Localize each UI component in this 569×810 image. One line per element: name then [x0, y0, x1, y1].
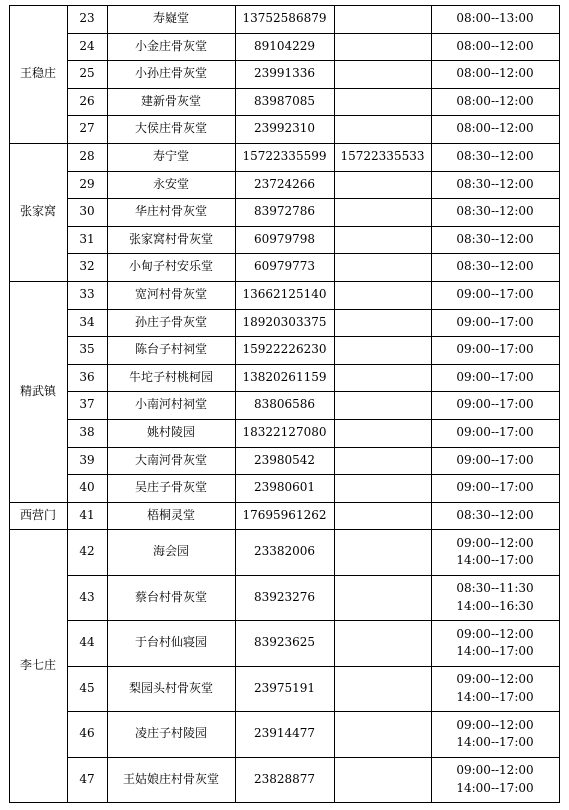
- hall-name: [107, 226, 235, 254]
- hall-name-text: 陈台子村祠堂: [134, 342, 207, 357]
- opening-hours: [431, 757, 559, 803]
- opening-hours: [431, 711, 559, 757]
- opening-hours-text: 09:00--17:00: [456, 342, 534, 357]
- opening-hours-text: 08:00--12:00: [456, 38, 534, 53]
- phone-secondary: [334, 253, 431, 281]
- hall-name-text: 姚村陵园: [146, 425, 195, 440]
- row-number: [67, 309, 107, 337]
- row-number-text: 39: [79, 452, 95, 467]
- opening-hours-text: 09:00--12:00: [456, 763, 534, 778]
- opening-hours-text: 14:00--17:00: [456, 735, 534, 750]
- opening-hours-text: 09:00--12:00: [456, 717, 534, 732]
- phone-primary: [235, 447, 334, 475]
- row-number: [67, 419, 107, 447]
- row-rule: [67, 575, 560, 576]
- opening-hours: [431, 364, 559, 392]
- row-number-text: 28: [79, 149, 95, 164]
- opening-hours: [431, 88, 559, 116]
- hall-name: [107, 5, 235, 33]
- hall-name-text: 牛坨子村桃柯园: [128, 369, 213, 384]
- opening-hours: [431, 5, 559, 33]
- phone-primary-text: 83987085: [253, 93, 316, 108]
- row-number-text: 47: [79, 771, 95, 786]
- row-number-text: 43: [79, 589, 95, 604]
- row-rule: [9, 143, 560, 144]
- hall-name-text: 吴庄子骨灰堂: [134, 480, 207, 495]
- opening-hours-text: 08:00--12:00: [456, 93, 534, 108]
- opening-hours: [431, 419, 559, 447]
- row-number: [67, 447, 107, 475]
- hall-name: [107, 419, 235, 447]
- hall-name: [107, 575, 235, 621]
- phone-secondary: [334, 474, 431, 502]
- row-number-text: 34: [79, 314, 95, 329]
- town-name-text: 精武镇: [19, 383, 56, 398]
- phone-secondary: [334, 711, 431, 757]
- row-rule: [67, 711, 560, 712]
- phone-primary-text: 17695961262: [242, 507, 327, 522]
- row-number-text: 42: [79, 544, 95, 559]
- hall-name-text: 小南河村祠堂: [134, 397, 207, 412]
- hall-name: [107, 364, 235, 392]
- phone-primary-text: 18322127080: [242, 425, 327, 440]
- phone-primary: [235, 88, 334, 116]
- phone-primary: [235, 502, 334, 530]
- phone-primary: [235, 198, 334, 226]
- phone-secondary: [334, 143, 431, 171]
- phone-primary-text: 89104229: [253, 38, 316, 53]
- phone-secondary: [334, 60, 431, 88]
- opening-hours: [431, 309, 559, 337]
- row-number-text: 23: [79, 11, 95, 26]
- row-number: [67, 115, 107, 143]
- row-number: [67, 60, 107, 88]
- phone-primary-text: 23975191: [253, 680, 316, 695]
- town-name: [9, 143, 67, 281]
- row-number: [67, 711, 107, 757]
- row-number-text: 37: [79, 397, 95, 412]
- row-rule: [67, 60, 560, 61]
- row-rule: [67, 364, 560, 365]
- row-rule: [67, 447, 560, 448]
- opening-hours-text: 09:00--17:00: [456, 314, 534, 329]
- hall-name-text: 华庄村骨灰堂: [134, 204, 207, 219]
- phone-primary-text: 23980542: [253, 452, 316, 467]
- row-number: [67, 757, 107, 803]
- row-number: [67, 575, 107, 621]
- phone-primary-text: 23992310: [253, 121, 316, 136]
- row-number: [67, 391, 107, 419]
- hall-name-text: 梧桐灵堂: [146, 507, 195, 522]
- opening-hours: [431, 391, 559, 419]
- phone-primary: [235, 309, 334, 337]
- phone-secondary: [334, 5, 431, 33]
- row-number-text: 26: [79, 93, 95, 108]
- phone-primary-text: 13662125140: [242, 287, 327, 302]
- column-rule: [431, 5, 432, 802]
- row-number-text: 29: [79, 176, 95, 191]
- opening-hours-text: 08:00--13:00: [456, 11, 534, 26]
- opening-hours: [431, 115, 559, 143]
- hall-name: [107, 474, 235, 502]
- row-number-text: 46: [79, 726, 95, 741]
- phone-secondary: [334, 33, 431, 61]
- row-number-text: 30: [79, 204, 95, 219]
- hall-name: [107, 198, 235, 226]
- hall-name: [107, 115, 235, 143]
- phone-primary: [235, 364, 334, 392]
- hall-name-text: 永安堂: [152, 176, 189, 191]
- column-rule: [9, 5, 10, 802]
- phone-secondary-text: 15722335533: [340, 149, 425, 164]
- phone-secondary: [334, 88, 431, 116]
- opening-hours-text: 14:00--17:00: [456, 689, 534, 704]
- opening-hours: [431, 336, 559, 364]
- phone-primary: [235, 336, 334, 364]
- hall-name: [107, 666, 235, 712]
- phone-secondary: [334, 666, 431, 712]
- opening-hours-text: 08:30--12:00: [456, 507, 534, 522]
- opening-hours-text: 08:00--12:00: [456, 121, 534, 136]
- row-number: [67, 502, 107, 530]
- opening-hours-text: 08:30--12:00: [456, 259, 534, 274]
- hall-name-text: 大南河骨灰堂: [134, 452, 207, 467]
- opening-hours: [431, 447, 559, 475]
- hall-name: [107, 620, 235, 666]
- row-number: [67, 88, 107, 116]
- opening-hours-text: 08:30--11:30: [456, 581, 534, 596]
- phone-secondary: [334, 620, 431, 666]
- phone-primary-text: 13820261159: [242, 369, 327, 384]
- hall-name: [107, 281, 235, 309]
- opening-hours-text: 14:00--17:00: [456, 644, 534, 659]
- phone-secondary: [334, 171, 431, 199]
- row-rule: [9, 5, 560, 6]
- opening-hours-text: 09:00--17:00: [456, 369, 534, 384]
- hall-name-text: 张家窝村骨灰堂: [128, 231, 213, 246]
- opening-hours-text: 09:00--12:00: [456, 626, 534, 641]
- hall-name-text: 凌庄子村陵园: [134, 726, 207, 741]
- row-rule: [67, 309, 560, 310]
- hall-name-text: 小孙庄骨灰堂: [134, 66, 207, 81]
- phone-primary-text: 18920303375: [242, 314, 327, 329]
- phone-primary: [235, 143, 334, 171]
- phone-secondary: [334, 391, 431, 419]
- row-number: [67, 529, 107, 575]
- row-rule: [67, 88, 560, 89]
- row-number: [67, 336, 107, 364]
- row-rule: [9, 281, 560, 282]
- opening-hours-text: 08:30--12:00: [456, 204, 534, 219]
- row-rule: [67, 253, 560, 254]
- phone-primary: [235, 529, 334, 575]
- phone-primary: [235, 666, 334, 712]
- opening-hours-text: 14:00--17:00: [456, 553, 534, 568]
- hall-name: [107, 711, 235, 757]
- column-rule: [334, 5, 335, 802]
- phone-secondary: [334, 419, 431, 447]
- hall-name: [107, 529, 235, 575]
- opening-hours: [431, 253, 559, 281]
- phone-primary-text: 15922226230: [242, 342, 327, 357]
- opening-hours: [431, 474, 559, 502]
- row-rule: [67, 666, 560, 667]
- row-rule: [67, 33, 560, 34]
- hall-name-text: 寿嶷堂: [152, 11, 189, 26]
- hall-name-text: 于台村仙寝园: [134, 635, 207, 650]
- phone-primary: [235, 253, 334, 281]
- opening-hours-text: 08:00--12:00: [456, 66, 534, 81]
- row-number-text: 35: [79, 342, 95, 357]
- row-number-text: 41: [79, 507, 95, 522]
- row-number-text: 32: [79, 259, 95, 274]
- phone-primary-text: 23724266: [253, 176, 316, 191]
- phone-primary: [235, 60, 334, 88]
- opening-hours: [431, 171, 559, 199]
- opening-hours-text: 09:00--17:00: [456, 397, 534, 412]
- town-name-text: 张家窝: [19, 204, 56, 219]
- row-number-text: 31: [79, 231, 95, 246]
- opening-hours-text: 09:00--12:00: [456, 535, 534, 550]
- phone-primary: [235, 711, 334, 757]
- row-rule: [67, 336, 560, 337]
- opening-hours-text: 14:00--17:00: [456, 780, 534, 795]
- row-number: [67, 620, 107, 666]
- column-rule: [235, 5, 236, 802]
- hall-name: [107, 502, 235, 530]
- phone-primary-text: 60979798: [253, 231, 316, 246]
- row-rule: [67, 419, 560, 420]
- phone-secondary: [334, 226, 431, 254]
- phone-primary-text: 23828877: [253, 771, 316, 786]
- phone-primary: [235, 281, 334, 309]
- hall-name-text: 建新骨灰堂: [140, 93, 201, 108]
- phone-secondary: [334, 281, 431, 309]
- opening-hours-text: 08:30--12:00: [456, 149, 534, 164]
- row-rule: [67, 115, 560, 116]
- town-name-text: 西营门: [19, 507, 56, 522]
- row-number: [67, 5, 107, 33]
- hall-name: [107, 447, 235, 475]
- phone-secondary: [334, 529, 431, 575]
- opening-hours-text: 09:00--12:00: [456, 672, 534, 687]
- row-rule: [67, 198, 560, 199]
- row-rule: [9, 529, 560, 530]
- row-rule: [67, 757, 560, 758]
- phone-primary-text: 13752586879: [242, 11, 327, 26]
- row-rule: [67, 226, 560, 227]
- opening-hours: [431, 226, 559, 254]
- hall-name: [107, 309, 235, 337]
- row-rule: [67, 620, 560, 621]
- town-name: [9, 5, 67, 143]
- row-number-text: 36: [79, 369, 95, 384]
- row-number: [67, 364, 107, 392]
- phone-primary-text: 60979773: [253, 259, 316, 274]
- opening-hours: [431, 60, 559, 88]
- phone-primary: [235, 474, 334, 502]
- row-rule: [9, 802, 560, 803]
- row-rule: [9, 502, 560, 503]
- phone-primary-text: 83923625: [253, 635, 316, 650]
- hall-name-text: 蔡台村骨灰堂: [134, 589, 207, 604]
- hall-name: [107, 171, 235, 199]
- row-rule: [67, 474, 560, 475]
- column-rule: [107, 5, 108, 802]
- column-rule: [67, 5, 68, 802]
- opening-hours: [431, 529, 559, 575]
- hall-name: [107, 391, 235, 419]
- opening-hours: [431, 666, 559, 712]
- phone-primary-text: 23382006: [253, 544, 316, 559]
- hall-name-text: 孙庄子骨灰堂: [134, 314, 207, 329]
- row-number-text: 27: [79, 121, 95, 136]
- phone-primary-text: 15722335599: [242, 149, 327, 164]
- hall-name-text: 寿宁堂: [152, 149, 189, 164]
- phone-primary: [235, 33, 334, 61]
- row-number-text: 33: [79, 287, 95, 302]
- hall-name: [107, 757, 235, 803]
- row-number: [67, 474, 107, 502]
- row-number: [67, 143, 107, 171]
- hall-name-text: 海会园: [152, 544, 189, 559]
- opening-hours-text: 08:30--12:00: [456, 176, 534, 191]
- row-number-text: 45: [79, 680, 95, 695]
- opening-hours: [431, 33, 559, 61]
- hall-name: [107, 253, 235, 281]
- phone-secondary: [334, 364, 431, 392]
- phone-primary: [235, 575, 334, 621]
- row-number-text: 25: [79, 66, 95, 81]
- row-rule: [67, 171, 560, 172]
- opening-hours-text: 09:00--17:00: [456, 425, 534, 440]
- phone-secondary: [334, 502, 431, 530]
- phone-secondary: [334, 575, 431, 621]
- phone-primary-text: 83972786: [253, 204, 316, 219]
- hall-name-text: 梨园头村骨灰堂: [128, 680, 213, 695]
- opening-hours-text: 09:00--17:00: [456, 287, 534, 302]
- hall-name: [107, 88, 235, 116]
- opening-hours: [431, 575, 559, 621]
- row-number: [67, 281, 107, 309]
- town-name: [9, 502, 67, 530]
- row-number: [67, 226, 107, 254]
- hall-name: [107, 143, 235, 171]
- row-number-text: 44: [79, 635, 95, 650]
- phone-primary: [235, 757, 334, 803]
- row-number-text: 40: [79, 480, 95, 495]
- hall-name-text: 宽河村骨灰堂: [134, 287, 207, 302]
- opening-hours-text: 09:00--17:00: [456, 452, 534, 467]
- hall-name-text: 大侯庄骨灰堂: [134, 121, 207, 136]
- phone-primary: [235, 171, 334, 199]
- hall-name: [107, 60, 235, 88]
- phone-primary-text: 23991336: [253, 66, 316, 81]
- row-number-text: 24: [79, 38, 95, 53]
- town-name-text: 李七庄: [19, 658, 56, 673]
- town-name: [9, 529, 67, 802]
- hall-name-text: 小甸子村安乐堂: [128, 259, 213, 274]
- hall-name-text: 王姑娘庄村骨灰堂: [122, 771, 219, 786]
- hall-name: [107, 33, 235, 61]
- phone-primary: [235, 5, 334, 33]
- row-number: [67, 666, 107, 712]
- phone-primary: [235, 115, 334, 143]
- town-name-text: 王稳庄: [19, 66, 56, 81]
- row-number: [67, 198, 107, 226]
- opening-hours-text: 08:30--12:00: [456, 231, 534, 246]
- row-rule: [67, 391, 560, 392]
- phone-secondary: [334, 115, 431, 143]
- opening-hours: [431, 143, 559, 171]
- phone-secondary: [334, 447, 431, 475]
- phone-primary: [235, 620, 334, 666]
- row-number: [67, 33, 107, 61]
- phone-primary: [235, 419, 334, 447]
- phone-secondary: [334, 757, 431, 803]
- row-number: [67, 253, 107, 281]
- opening-hours-text: 14:00--16:30: [456, 598, 534, 613]
- phone-secondary: [334, 198, 431, 226]
- hall-name: [107, 336, 235, 364]
- row-number: [67, 171, 107, 199]
- phone-primary-text: 83923276: [253, 589, 316, 604]
- opening-hours: [431, 620, 559, 666]
- phone-primary: [235, 391, 334, 419]
- phone-primary-text: 23980601: [253, 480, 316, 495]
- opening-hours-text: 09:00--17:00: [456, 480, 534, 495]
- town-name: [9, 281, 67, 502]
- phone-primary-text: 83806586: [253, 397, 316, 412]
- row-number-text: 38: [79, 425, 95, 440]
- opening-hours: [431, 198, 559, 226]
- hall-name-text: 小金庄骨灰堂: [134, 38, 207, 53]
- phone-primary: [235, 226, 334, 254]
- column-rule: [559, 5, 560, 802]
- opening-hours: [431, 281, 559, 309]
- phone-secondary: [334, 309, 431, 337]
- phone-primary-text: 23914477: [253, 726, 316, 741]
- opening-hours: [431, 502, 559, 530]
- phone-secondary: [334, 336, 431, 364]
